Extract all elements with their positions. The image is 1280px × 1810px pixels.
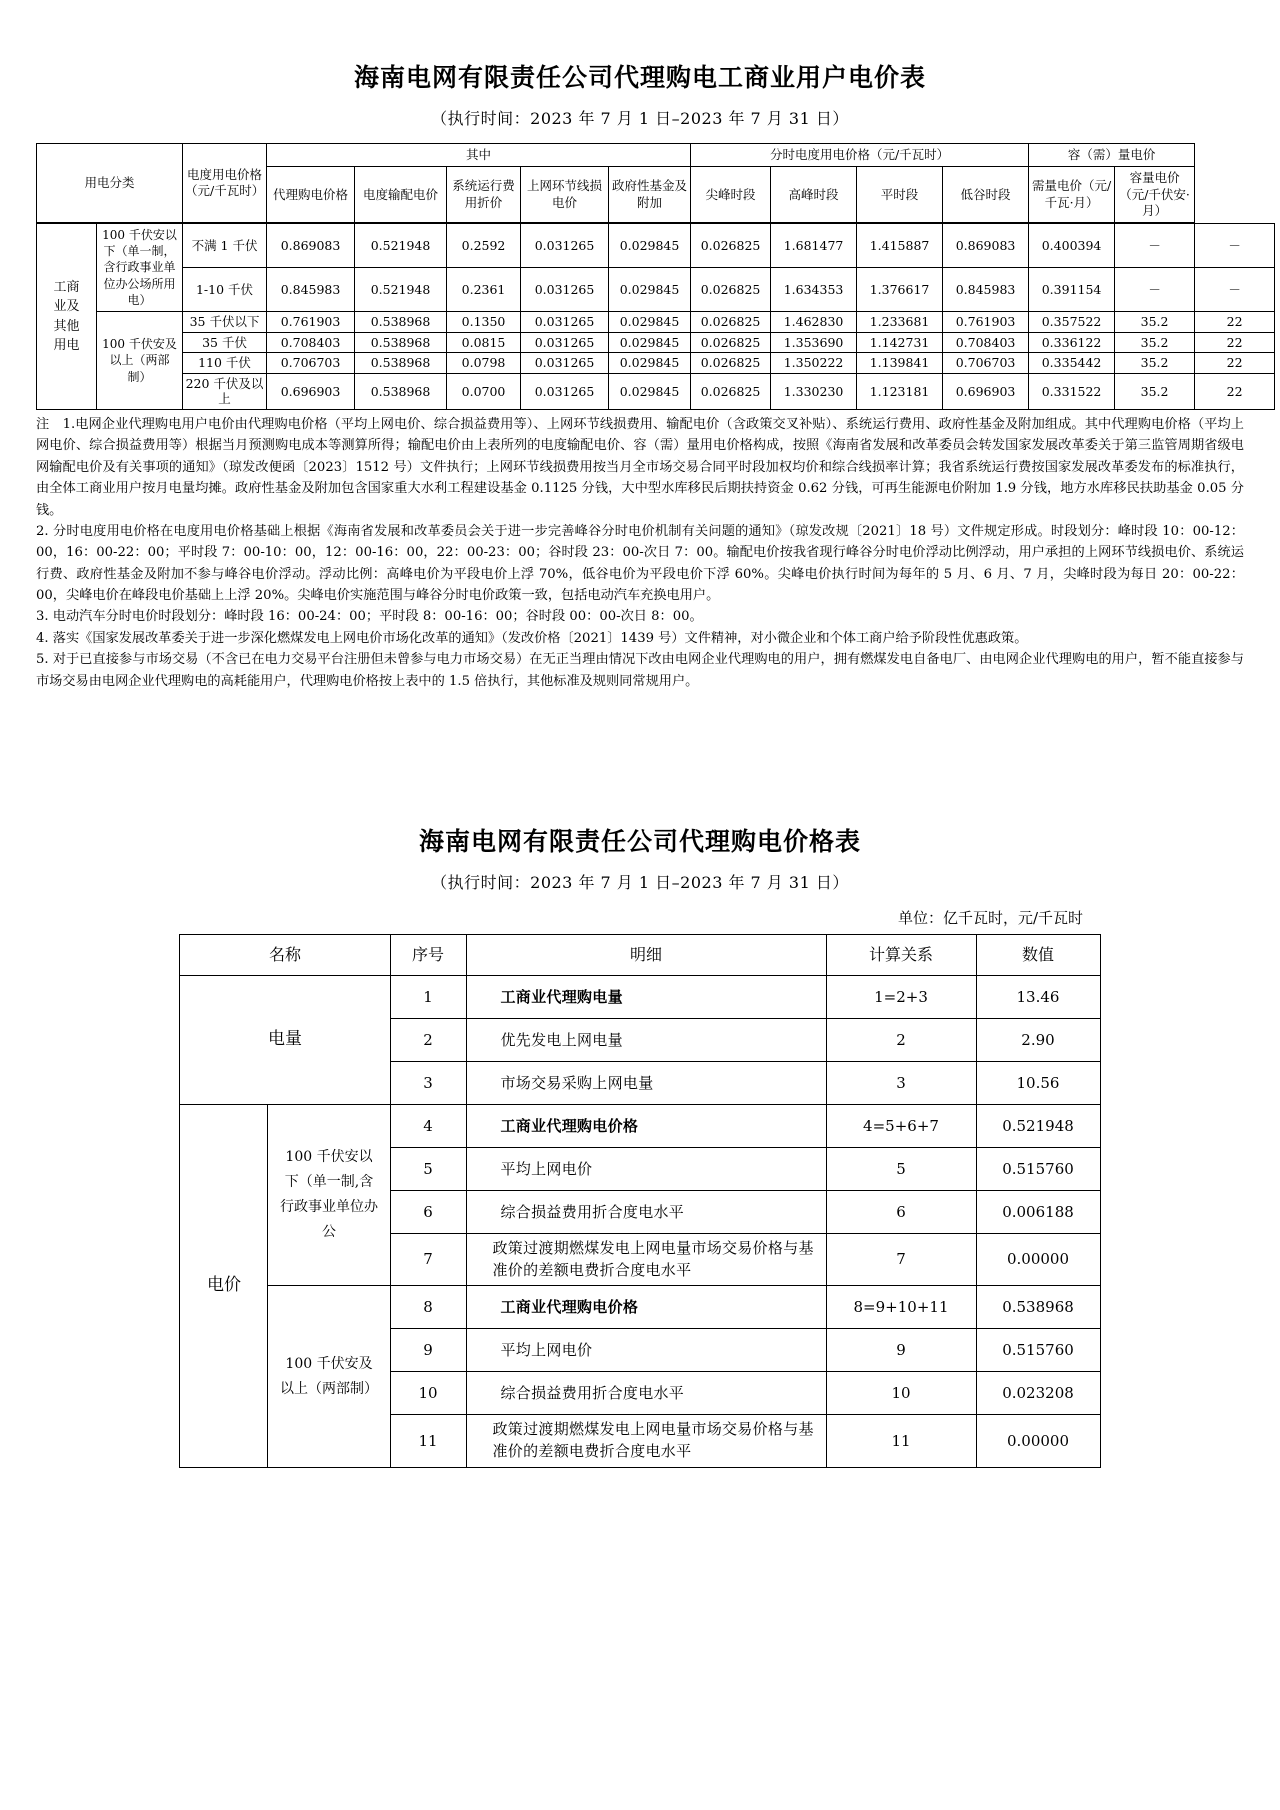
row-index: 11 (390, 1415, 466, 1468)
demand-price: 35.2 (1115, 311, 1195, 332)
effective-period-tariff: （执行时间：2023 年 7 月 1 日–2023 年 7 月 31 日） (431, 109, 849, 128)
tou-flat: 0.696903 (943, 373, 1029, 409)
row-detail: 工商业代理购电量 (466, 975, 826, 1018)
purchase-price-table (179, 934, 1100, 1468)
header-among-which: 其中 (267, 144, 691, 167)
tou-peak-top: 1.681477 (771, 224, 857, 268)
row-index: 3 (390, 1061, 466, 1104)
row-detail: 平均上网电价 (466, 1147, 826, 1190)
tou-valley: 0.400394 (1029, 224, 1115, 268)
tou-valley: 0.331522 (1029, 373, 1115, 409)
subgroup-label-1: 100 千伏安及以上（两部制） (268, 1286, 390, 1468)
voltage-level: 110 千伏 (183, 353, 267, 374)
demand-price: － (1115, 224, 1195, 268)
grid-loss-price: 0.029845 (609, 373, 691, 409)
tou-peak: 1.233681 (857, 311, 943, 332)
tou-peak-top: 1.462830 (771, 311, 857, 332)
row-formula: 6 (826, 1190, 976, 1233)
header-category: 用电分类 (37, 144, 183, 223)
row-value: 0.006188 (976, 1190, 1100, 1233)
gov-fund-price: 0.026825 (691, 311, 771, 332)
transmission-price: 0.2361 (447, 267, 521, 311)
tou-flat: 0.706703 (943, 353, 1029, 374)
section-name-energy: 电量 (180, 975, 390, 1104)
agent-purchase-price: 0.538968 (355, 311, 447, 332)
row-value: 0.00000 (976, 1233, 1100, 1286)
row-formula: 10 (826, 1372, 976, 1415)
row-value: 2.90 (976, 1018, 1100, 1061)
row-detail: 优先发电上网电量 (466, 1018, 826, 1061)
grid-loss-price: 0.029845 (609, 224, 691, 268)
grid-loss-price: 0.029845 (609, 311, 691, 332)
row-index: 5 (390, 1147, 466, 1190)
transmission-price: 0.0815 (447, 332, 521, 353)
header-grid-loss: 上网环节线损电价 (521, 167, 609, 223)
demand-price: 35.2 (1115, 353, 1195, 374)
table-row (37, 353, 1275, 374)
table-row (37, 311, 1275, 332)
tou-flat: 0.869083 (943, 224, 1029, 268)
row-formula: 3 (826, 1061, 976, 1104)
row-detail: 政策过渡期燃煤发电上网电量市场交易价格与基准价的差额电费折合度电水平 (466, 1415, 826, 1468)
energy-price: 0.708403 (267, 332, 355, 353)
table-row (180, 975, 1100, 1018)
tou-valley: 0.391154 (1029, 267, 1115, 311)
gov-fund-price: 0.026825 (691, 332, 771, 353)
capacity-price: － (1195, 224, 1275, 268)
transmission-price: 0.2592 (447, 224, 521, 268)
row-formula: 9 (826, 1329, 976, 1372)
tou-peak-top: 1.634353 (771, 267, 857, 311)
system-op-fee: 0.031265 (521, 311, 609, 332)
note-2: 2. 分时电度用电价格在电度用电价格基础上根据《海南省发展和改革委员会关于进一步完善峰谷分时电价机制有关问题的通知》（琼发改规〔2021〕18 号）文件规定形成。时段划分：峰时段 10：00-12：00，16：00-22：00；平时段 7：00-10：00，12：00-16：00，22：00-23：00；谷时段 23：00-次日 7：00。输配电价按我省现行峰谷分时电价浮动比例浮动，用户承担的上网环节线损电价、系统运行费、政府性基金及附加不参与峰谷电价浮动。浮动比例：高峰电价为平段电价上浮 70%，低谷电价为平段电价下浮 60%。尖峰电价执行时间为每年的 5 月、6 月、7 月，尖峰时段为每日 20：00-22：00，尖峰电价在峰段电价基础上上浮 20%。尖峰电价实施范围与峰谷分时电价政策一致，包括电动汽车充换电用户。 (36, 523, 1244, 604)
agent-purchase-price: 0.538968 (355, 373, 447, 409)
header-detail: 明细 (466, 934, 826, 975)
page-title-purchase: 海南电网有限责任公司代理购电价格表 (418, 826, 861, 856)
note-4: 4. 落实《国家发展改革委关于进一步深化燃煤发电上网电价市场化改革的通知》（发改价格〔2021〕1439 号）文件精神，对小微企业和个体工商户给予阶段性优惠政策。 (36, 630, 1028, 646)
header-gov-fund: 政府性基金及附加 (609, 167, 691, 223)
row-formula: 7 (826, 1233, 976, 1286)
header-transmission: 电度输配电价 (355, 167, 447, 223)
transmission-price: 0.1350 (447, 311, 521, 332)
header-tou-flat: 平时段 (857, 167, 943, 223)
header-value: 数值 (976, 934, 1100, 975)
agent-purchase-price: 0.521948 (355, 267, 447, 311)
header-agent-purchase: 代理购电价格 (267, 167, 355, 223)
note-5: 5. 对于已直接参与市场交易（不含已在电力交易平台注册但未曾参与电力市场交易）在无正当理由情况下改由电网企业代理购电的用户，拥有燃煤发电自备电厂、由电网企业代理购电的用户，暂不能直接参与市场交易由电网企业代理购电的高耗能用户，代理购电价格按上表中的 1.5 倍执行，其他标准及规则同常规用户。 (36, 652, 1244, 689)
capacity-price: 22 (1195, 353, 1275, 374)
row-index: 8 (390, 1286, 466, 1329)
capacity-price: － (1195, 267, 1275, 311)
row-index: 1 (390, 975, 466, 1018)
section-name-price: 电价 (180, 1104, 268, 1467)
table-row (37, 332, 1275, 353)
table-row (37, 373, 1275, 409)
demand-price: 35.2 (1115, 332, 1195, 353)
header-energy-price: 电度用电价格（元/千瓦时） (183, 144, 267, 223)
row-formula: 1=2+3 (826, 975, 976, 1018)
gov-fund-price: 0.026825 (691, 224, 771, 268)
energy-price: 0.696903 (267, 373, 355, 409)
row-formula: 5 (826, 1147, 976, 1190)
header-index: 序号 (390, 934, 466, 975)
voltage-level: 不满 1 千伏 (183, 224, 267, 268)
tou-peak-top: 1.330230 (771, 373, 857, 409)
capacity-price: 22 (1195, 373, 1275, 409)
tou-peak: 1.142731 (857, 332, 943, 353)
row-value: 0.023208 (976, 1372, 1100, 1415)
row-formula: 11 (826, 1415, 976, 1468)
notes-block (36, 414, 1244, 692)
row-value: 0.521948 (976, 1104, 1100, 1147)
gov-fund-price: 0.026825 (691, 267, 771, 311)
capacity-price: 22 (1195, 332, 1275, 353)
voltage-level: 35 千伏以下 (183, 311, 267, 332)
subgroup-label-0: 100 千伏安以下（单一制,含行政事业单位办公 (268, 1104, 390, 1286)
row-formula: 4=5+6+7 (826, 1104, 976, 1147)
voltage-level: 1-10 千伏 (183, 267, 267, 311)
table-row (180, 1104, 1100, 1147)
tou-valley: 0.357522 (1029, 311, 1115, 332)
demand-price: 35.2 (1115, 373, 1195, 409)
row-detail: 综合损益费用折合度电水平 (466, 1190, 826, 1233)
tou-flat: 0.708403 (943, 332, 1029, 353)
page-title-tariff: 海南电网有限责任公司代理购电工商业用户电价表 (353, 63, 926, 92)
tou-flat: 0.761903 (943, 311, 1029, 332)
row-detail: 工商业代理购电价格 (466, 1104, 826, 1147)
tou-valley: 0.336122 (1029, 332, 1115, 353)
system-op-fee: 0.031265 (521, 267, 609, 311)
table-row (37, 267, 1275, 311)
row-detail: 平均上网电价 (466, 1329, 826, 1372)
voltage-level: 220 千伏及以上 (183, 373, 267, 409)
transmission-price: 0.0700 (447, 373, 521, 409)
agent-purchase-price: 0.521948 (355, 224, 447, 268)
header-formula: 计算关系 (826, 934, 976, 975)
row-group-label: 工商 业及 其他 用电 (37, 224, 97, 410)
capacity-price: 22 (1195, 311, 1275, 332)
header-tou-group: 分时电度用电价格（元/千瓦时） (691, 144, 1029, 167)
row-index: 4 (390, 1104, 466, 1147)
row-index: 10 (390, 1372, 466, 1415)
tou-peak-top: 1.350222 (771, 353, 857, 374)
row-value: 0.00000 (976, 1415, 1100, 1468)
row-value: 0.538968 (976, 1286, 1100, 1329)
gov-fund-price: 0.026825 (691, 353, 771, 374)
system-op-fee: 0.031265 (521, 373, 609, 409)
row-value: 10.56 (976, 1061, 1100, 1104)
table-row (180, 1286, 1100, 1329)
tou-peak: 1.376617 (857, 267, 943, 311)
row-index: 2 (390, 1018, 466, 1061)
row-detail: 政策过渡期燃煤发电上网电量市场交易价格与基准价的差额电费折合度电水平 (466, 1233, 826, 1286)
effective-period-purchase: （执行时间：2023 年 7 月 1 日–2023 年 7 月 31 日） (431, 872, 849, 892)
energy-price: 0.869083 (267, 224, 355, 268)
row-index: 7 (390, 1233, 466, 1286)
row-detail: 市场交易采购上网电量 (466, 1061, 826, 1104)
tariff-table (36, 143, 1275, 410)
header-name: 名称 (180, 934, 390, 975)
energy-price: 0.761903 (267, 311, 355, 332)
transmission-price: 0.0798 (447, 353, 521, 374)
header-tou-peak-top: 尖峰时段 (691, 167, 771, 223)
system-op-fee: 0.031265 (521, 332, 609, 353)
energy-price: 0.845983 (267, 267, 355, 311)
gov-fund-price: 0.026825 (691, 373, 771, 409)
header-tou-valley: 低谷时段 (943, 167, 1029, 223)
header-tou-peak: 高峰时段 (771, 167, 857, 223)
header-capacity-price: 容量电价（元/千伏安·月） (1115, 167, 1195, 223)
header-capacity-group: 容（需）量电价 (1029, 144, 1195, 167)
tou-peak: 1.139841 (857, 353, 943, 374)
unit-note: 单位：亿千瓦时，元/千瓦时 (897, 908, 1083, 927)
header-system-op: 系统运行费用折价 (447, 167, 521, 223)
grid-loss-price: 0.029845 (609, 332, 691, 353)
tou-peak-top: 1.353690 (771, 332, 857, 353)
tou-flat: 0.845983 (943, 267, 1029, 311)
grid-loss-price: 0.029845 (609, 353, 691, 374)
row-formula: 8=9+10+11 (826, 1286, 976, 1329)
header-demand-price: 需量电价（元/千瓦·月） (1029, 167, 1115, 223)
voltage-group-label-0: 100 千伏安以下（单一制，含行政事业单位办公场所用电） (97, 224, 183, 312)
voltage-level: 35 千伏 (183, 332, 267, 353)
agent-purchase-price: 0.538968 (355, 353, 447, 374)
row-formula: 2 (826, 1018, 976, 1061)
grid-loss-price: 0.029845 (609, 267, 691, 311)
system-op-fee: 0.031265 (521, 353, 609, 374)
energy-price: 0.706703 (267, 353, 355, 374)
row-detail: 综合损益费用折合度电水平 (466, 1372, 826, 1415)
row-detail: 工商业代理购电价格 (466, 1286, 826, 1329)
note-1: 注 1.电网企业代理购电用户电价由代理购电价格（平均上网电价、综合损益费用等）、上网环节线损费用、输配电价（含政策交叉补贴）、系统运行费用、政府性基金及附加组成。其中代理购电价格（平均上网电价、综合损益费用等）根据当月预测购电成本等测算所得；输配电价由上表所列的电度输配电价、容（需）量用电价格构成，按照《海南省发展和改革委员会转发国家发展改革委关于第三监管周期省级电网输配电价及有关事项的通知》（琼发改便函〔2023〕1512 号）文件执行；上网环节线损费用按当月全市场交易合同平时段加权均价和综合线损率计算；我省系统运行费按国家发展改革委发布的标准执行，由全体工商业用户按月电量均摊。政府性基金及附加包含国家重大水利工程建设基金 0.1125 分钱，大中型水库移民后期扶持资金 0.62 分钱，可再生能源电价附加 1.9 分钱，地方水库移民扶助基金 0.05 分钱。 (36, 417, 1244, 518)
agent-purchase-price: 0.538968 (355, 332, 447, 353)
demand-price: － (1115, 267, 1195, 311)
row-value: 0.515760 (976, 1329, 1100, 1372)
tou-peak: 1.415887 (857, 224, 943, 268)
row-value: 13.46 (976, 975, 1100, 1018)
tou-valley: 0.335442 (1029, 353, 1115, 374)
table-row (37, 224, 1275, 268)
voltage-group-label-1: 100 千伏安及以上（两部制） (97, 311, 183, 409)
row-index: 9 (390, 1329, 466, 1372)
row-index: 6 (390, 1190, 466, 1233)
row-value: 0.515760 (976, 1147, 1100, 1190)
system-op-fee: 0.031265 (521, 224, 609, 268)
note-3: 3. 电动汽车分时电价时段划分：峰时段 16：00-24：00；平时段 8：00-16：00；谷时段 00：00-次日 8：00。 (36, 609, 703, 625)
tou-peak: 1.123181 (857, 373, 943, 409)
